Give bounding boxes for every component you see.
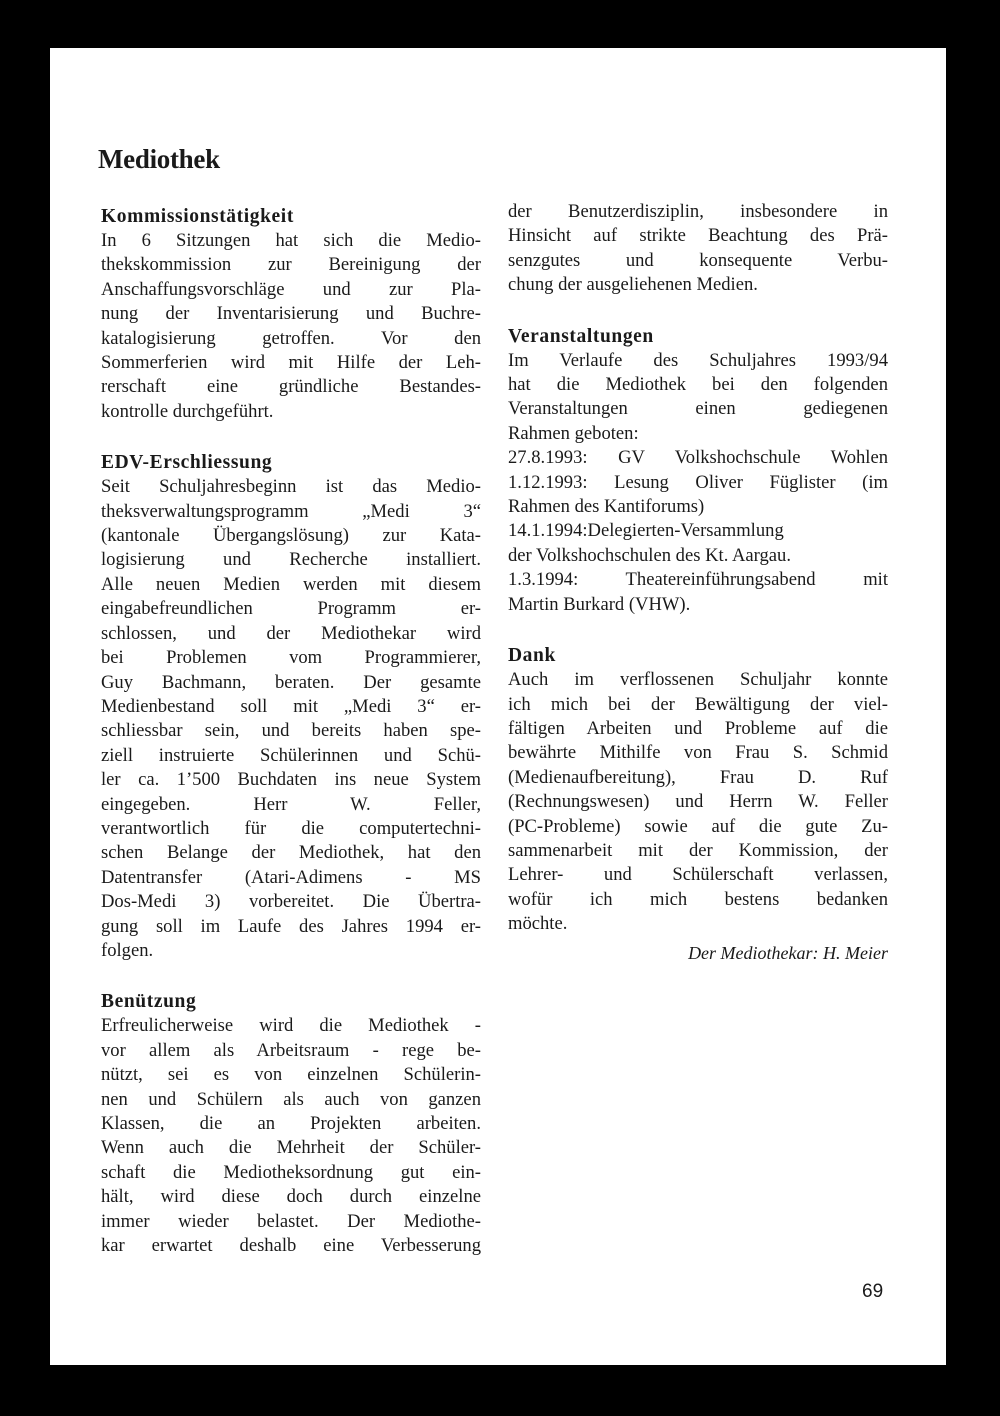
section-heading: EDV-Erschliessung: [101, 452, 273, 474]
event-list: [508, 446, 888, 617]
section-body: [101, 475, 481, 963]
text-line: bewährte Mithilfe von Frau S. Schmid: [508, 742, 888, 764]
text-line: Guy Bachmann, beraten. Der gesamte: [101, 671, 481, 693]
text-line: nützt, sei es von einzelnen Schülerin-: [101, 1064, 481, 1086]
text-line: bei Problemen vom Programmierer,: [101, 647, 481, 669]
document-page: [50, 48, 946, 1365]
text-line: Im Verlaufe des Schuljahres 1993/94: [508, 349, 888, 371]
event-item: 14.1.1994:Delegierten-Versammlung: [508, 520, 784, 542]
section-heading: Dank: [508, 645, 556, 667]
text-line: schliessbar sein, und bereits haben spe-: [101, 720, 481, 742]
text-line: Auch im verflossenen Schuljahr konnte: [508, 669, 888, 691]
text-line: (Medienaufbereitung), Frau D. Ruf: [508, 766, 888, 788]
text-line: In 6 Sitzungen hat sich die Medio-: [101, 230, 481, 251]
text-line: Rahmen geboten:: [508, 422, 639, 444]
text-line: Sommerferien wird mit Hilfe der Leh-: [101, 352, 481, 374]
text-line: ler ca. 1’500 Buchdaten ins neue System: [101, 769, 481, 791]
text-line: immer wieder belastet. Der Mediothe-: [101, 1210, 481, 1232]
text-line: katalogisierung getroffen. Vor den: [101, 327, 481, 349]
text-line: rerschaft eine gründliche Bestandes-: [101, 376, 481, 398]
text-line: wofür ich mich bestens bedanken: [508, 888, 888, 910]
section-body: [101, 1014, 481, 1258]
section-veranstaltungen: [508, 324, 888, 617]
text-line: ich mich bei der Bewältigung der viel-: [508, 693, 888, 715]
event-item: 1.3.1994: Theatereinführungsabend mit: [508, 569, 888, 591]
event-item: der Volkshochschulen des Kt. Aargau.: [508, 544, 791, 566]
text-line: thekskommission zur Bereinigung der: [101, 254, 481, 276]
text-line: sammenarbeit mit der Kommission, der: [508, 839, 888, 861]
text-line: kar erwartet deshalb eine Verbesserung: [101, 1235, 481, 1257]
section-kommissionstaetigkeit: [101, 204, 481, 424]
event-item: Martin Burkard (VHW).: [508, 593, 691, 615]
section-body: [508, 668, 888, 936]
text-line: Erfreulicherweise wird die Mediothek -: [101, 1015, 481, 1037]
text-line: schlossen, und der Mediothekar wird: [101, 622, 481, 644]
text-line: logisierung und Recherche installiert.: [101, 549, 481, 571]
text-line: (kantonale Übergangslösung) zur Kata-: [101, 525, 481, 547]
section-body: [508, 349, 888, 447]
text-line: Datentransfer (Atari-Adimens - MS: [101, 866, 481, 888]
text-line: (PC-Probleme) sowie auf die gute Zu-: [508, 815, 888, 837]
section-body: [508, 200, 888, 298]
text-line: chung der ausgeliehenen Medien.: [508, 274, 758, 296]
right-column: [508, 200, 888, 991]
event-item: Rahmen des Kantiforums): [508, 496, 705, 518]
text-line: Medienbestand soll mit „Medi 3“ er-: [101, 695, 481, 717]
event-item: 27.8.1993: GV Volkshochschule Wohlen: [508, 447, 888, 469]
text-line: Klassen, die an Projekten arbeiten.: [101, 1113, 481, 1134]
text-line: Lehrer- und Schülerschaft verlassen,: [508, 864, 888, 886]
text-line: nung der Inventarisierung und Buchre-: [101, 303, 481, 325]
text-line: theksverwaltungsprogramm „Medi 3“: [101, 500, 481, 522]
text-line: schen Belange der Mediothek, hat den: [101, 842, 481, 864]
text-line: nen und Schülern als auch von ganzen: [101, 1088, 481, 1110]
section-edv-erschliessung: [101, 450, 481, 963]
section-benuetzung-continued: [508, 200, 888, 298]
text-line: senzgutes und konsequente Verbu-: [508, 249, 888, 271]
signature: Der Mediothekar: H. Meier: [688, 942, 888, 963]
left-column: [101, 204, 481, 1284]
text-line: der Benutzerdisziplin, insbesondere in: [508, 201, 888, 222]
text-line: Veranstaltungen einen gediegenen: [508, 398, 888, 420]
section-body: [101, 229, 481, 424]
section-dank: [508, 643, 888, 965]
text-line: Hinsicht auf strikte Beachtung des Prä-: [508, 225, 888, 247]
text-line: eingegeben. Herr W. Feller,: [101, 793, 481, 815]
page-title: Mediothek: [98, 144, 220, 174]
text-line: eingabefreundlichen Programm er-: [101, 598, 481, 620]
section-benuetzung: [101, 989, 481, 1258]
section-heading: Benützung: [101, 991, 197, 1013]
text-line: Alle neuen Medien werden mit diesem: [101, 573, 481, 595]
text-line: Wenn auch die Mehrheit der Schüler-: [101, 1137, 481, 1159]
text-line: Seit Schuljahresbeginn ist das Medio-: [101, 476, 481, 498]
text-line: ziell instruierte Schülerinnen und Schü-: [101, 744, 481, 766]
section-heading: Kommissionstätigkeit: [101, 206, 294, 227]
section-heading: Veranstaltungen: [508, 325, 654, 347]
text-line: gung soll im Laufe des Jahres 1994 er-: [101, 915, 481, 937]
text-line: fältigen Arbeiten und Probleme auf die: [508, 717, 888, 739]
text-line: Dos-Medi 3) vorbereitet. Die Übertra-: [101, 891, 481, 913]
page-number: 69: [862, 1281, 884, 1302]
text-line: verantwortlich für die computertechni-: [101, 817, 481, 839]
text-line: folgen.: [101, 939, 154, 961]
text-line: (Rechnungswesen) und Herrn W. Feller: [508, 791, 888, 813]
event-item: 1.12.1993: Lesung Oliver Füglister (im: [508, 471, 888, 493]
text-line: kontrolle durchgeführt.: [101, 400, 274, 422]
text-line: hält, wird diese doch durch einzelne: [101, 1186, 481, 1208]
text-line: möchte.: [508, 913, 568, 935]
text-line: schaft die Mediotheksordnung gut ein-: [101, 1161, 481, 1183]
text-line: Anschaffungsvorschläge und zur Pla-: [101, 278, 481, 300]
text-line: vor allem als Arbeitsraum - rege be-: [101, 1039, 481, 1061]
text-line: hat die Mediothek bei den folgenden: [508, 374, 888, 396]
